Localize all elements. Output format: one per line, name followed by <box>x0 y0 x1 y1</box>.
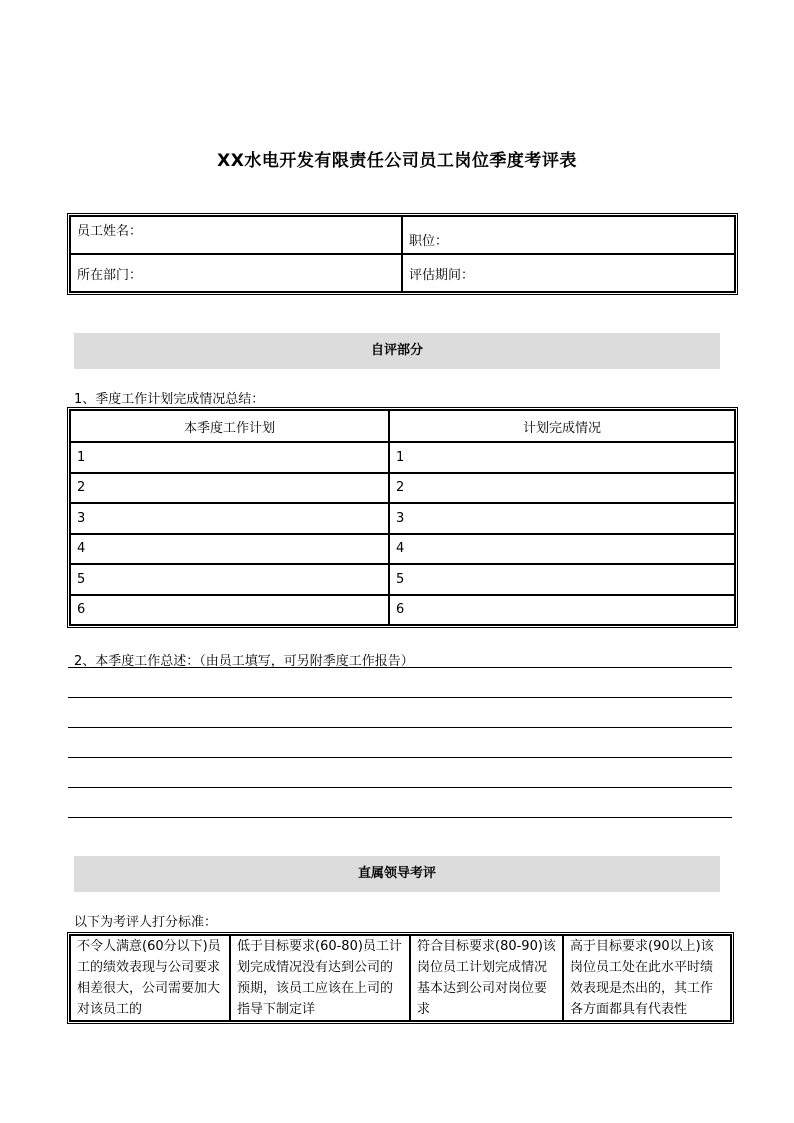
standard-meets-target: 符合目标要求(80-90)该岗位员工计划完成情况基本达到公司对岗位要求 <box>410 935 563 1021</box>
self-evaluation-section-header: 自评部分 <box>74 333 720 369</box>
summary-writing-line[interactable] <box>68 757 732 758</box>
summary-writing-line[interactable] <box>68 697 732 698</box>
work-plan-table <box>67 407 738 628</box>
summary-writing-line[interactable] <box>68 817 732 818</box>
page-title: XX水电开发有限责任公司员工岗位季度考评表 <box>217 151 577 171</box>
leader-evaluation-section-header: 直属领导考评 <box>74 856 720 892</box>
standard-above-target: 高于目标要求(90以上)该岗位员工处在此水平时绩效表现是杰出的，其工作各方面都具有代表性 <box>563 935 731 1021</box>
completion-cell[interactable]: 2 <box>389 473 735 504</box>
position-field[interactable]: 职位： <box>402 216 735 254</box>
summary-writing-line[interactable] <box>68 727 732 728</box>
plan-cell[interactable]: 4 <box>70 534 389 565</box>
plan-cell[interactable]: 3 <box>70 503 389 534</box>
summary-writing-line[interactable] <box>68 787 732 788</box>
completion-cell[interactable]: 5 <box>389 564 735 595</box>
plan-column-header: 本季度工作计划 <box>70 410 389 442</box>
plan-cell[interactable]: 1 <box>70 442 389 473</box>
standard-below-target: 低于目标要求(60-80)员工计划完成情况没有达到公司的预期，该员工应该在上司的指导下制定详 <box>230 935 410 1021</box>
plan-cell[interactable]: 2 <box>70 473 389 504</box>
plan-cell[interactable]: 6 <box>70 595 389 626</box>
standard-unsatisfactory: 不令人满意(60分以下)员工的绩效表现与公司要求相差很大，公司需要加大对该员工的 <box>70 935 230 1021</box>
employee-name-field[interactable]: 员工姓名： <box>70 216 402 254</box>
employee-info-table <box>67 213 738 295</box>
summary-writing-line[interactable] <box>68 667 732 668</box>
department-field[interactable]: 所在部门： <box>70 254 402 292</box>
completion-column-header: 计划完成情况 <box>389 410 735 442</box>
plan-summary-label: 1、季度工作计划完成情况总结： <box>74 392 265 407</box>
scoring-standard-table <box>67 932 734 1024</box>
completion-cell[interactable]: 1 <box>389 442 735 473</box>
completion-cell[interactable]: 4 <box>389 534 735 565</box>
work-summary-label: 2、本季度工作总述：（由员工填写，可另附季度工作报告） <box>74 654 414 669</box>
plan-cell[interactable]: 5 <box>70 564 389 595</box>
completion-cell[interactable]: 6 <box>389 595 735 626</box>
evaluation-period-field[interactable]: 评估期间： <box>402 254 735 292</box>
scoring-standard-label: 以下为考评人打分标准： <box>74 915 218 930</box>
completion-cell[interactable]: 3 <box>389 503 735 534</box>
